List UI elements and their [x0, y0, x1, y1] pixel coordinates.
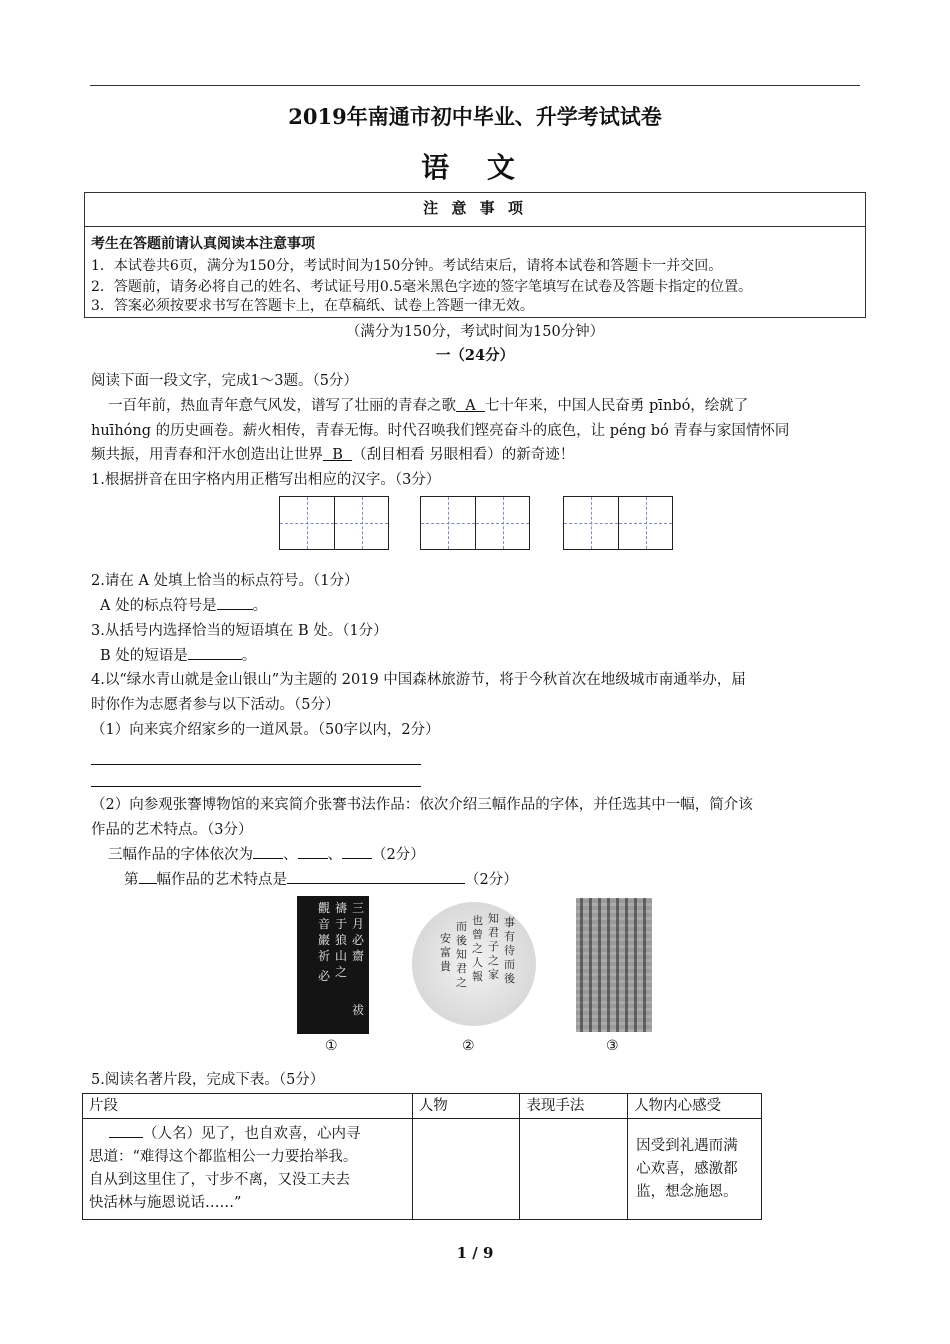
artwork-label-3: ③: [606, 1038, 619, 1054]
notice-item: 1．本试卷共6页，满分为150分，考试时间为150分钟。考试结束后，请将本试卷和答题卡一并交回。: [91, 258, 723, 274]
table-header: 片段: [83, 1094, 413, 1119]
notice-box: [84, 192, 866, 318]
question-3: 3.从括号内选择恰当的短语填在 B 处。（1分）: [91, 623, 388, 639]
question-4-1: （1）向来宾介绍家乡的一道风景。（50字以内，2分）: [91, 722, 440, 738]
fonts-label: 三幅作品的字体依次为: [108, 847, 253, 863]
writing-line[interactable]: [91, 786, 421, 787]
subject-title: 语 文: [421, 151, 529, 184]
passage-line: [108, 395, 859, 417]
mark-b: B: [323, 447, 353, 463]
question-5: 5.阅读名著片段，完成下表。（5分）: [91, 1072, 325, 1088]
fonts-answer-line: [108, 844, 859, 866]
artwork-answer-line: [124, 869, 859, 891]
notice-subheading: 考生在答题前请认真阅读本注意事项: [91, 236, 315, 252]
artwork-text: 必: [318, 969, 331, 983]
excerpt-line: 自从到这里住了，寸步不离，又没工夫去: [89, 1172, 350, 1188]
notice-item: 3．答案必须按要求书写在答题卡上，在草稿纸、试卷上答题一律无效。: [91, 298, 534, 314]
answer-label: B 处的短语是: [100, 648, 188, 664]
writing-line[interactable]: [91, 764, 421, 765]
tianzige-cell[interactable]: [564, 497, 618, 549]
excerpt-line: 快活林与施恩说话……”: [89, 1195, 242, 1211]
artwork-text: 知君子之家: [488, 912, 499, 981]
artwork-label: 第: [124, 872, 139, 888]
technique-cell[interactable]: [520, 1119, 628, 1220]
reading-table: [82, 1093, 762, 1220]
artwork-text: 觀音巖祈: [318, 901, 331, 963]
table-row: [83, 1119, 762, 1220]
answer-blank[interactable]: [217, 595, 253, 610]
question-4-2-cont: 作品的艺术特点。（3分）: [91, 822, 253, 838]
separator: 、: [283, 847, 298, 863]
artwork-text: 而後知君之: [456, 920, 467, 989]
tianzige-cell[interactable]: [618, 497, 672, 549]
calligraphy-artwork-3: [576, 898, 652, 1032]
name-blank[interactable]: [109, 1123, 143, 1138]
answer-blank[interactable]: [253, 844, 283, 859]
answer-a-line: [100, 595, 859, 617]
excerpt-line: [89, 1123, 406, 1146]
passage-line: [91, 444, 859, 466]
tianzige-cell[interactable]: [421, 497, 475, 549]
points: （2分）: [465, 872, 518, 888]
tianzige-pengbo[interactable]: [563, 496, 673, 550]
passage-text: 频共振，用青春和汗水创造出让世界: [91, 447, 323, 463]
passage-line: huīhóng 的历史画卷。薪火相传，青春无悔。时代召唤我们铿亮奋斗的底色，让 péng bó 青春与家国情怀同: [91, 423, 790, 439]
feeling-cell: [628, 1119, 762, 1220]
excerpt-cell: [83, 1119, 413, 1220]
notice-item: 2．答题前，请务必将自己的姓名、考试证号用0.5毫米黑色字迹的签字笔填写在试卷及答题卡指定的位置。: [91, 279, 753, 295]
tianzige-cell[interactable]: [280, 497, 334, 549]
score-info: （满分为150分，考试时间为150分钟）: [345, 324, 605, 340]
answer-blank[interactable]: [188, 645, 242, 660]
question-4-cont: 时你作为志愿者参与以下活动。（5分）: [91, 697, 340, 713]
question-2: 2.请在 A 处填上恰当的标点符号。（1分）: [91, 573, 359, 589]
question-4: 4.以“绿水青山就是金山银山”为主题的 2019 中国森林旅游节，将于今秋首次在地级城市南通举办，届: [91, 672, 746, 688]
answer-b-line: [100, 645, 859, 667]
excerpt-line: 思道：“难得这个都监相公一力要抬举我。: [89, 1149, 358, 1165]
answer-blank[interactable]: [287, 869, 465, 884]
artwork-text: 禱于狼山之: [335, 901, 348, 979]
reading-intro: 阅读下面一段文字，完成1～3题。（5分）: [91, 373, 358, 389]
tianzige-cell[interactable]: [334, 497, 388, 549]
artwork-text: 三月必齋: [352, 901, 365, 963]
calligraphy-artwork-2: [412, 902, 536, 1026]
answer-blank[interactable]: [139, 869, 157, 884]
character-cell[interactable]: [412, 1119, 520, 1220]
notice-divider: [85, 226, 865, 227]
notice-heading: 注 意 事 项: [423, 199, 527, 217]
separator: 、: [327, 847, 342, 863]
feeling-line: 监，想念施恩。: [636, 1183, 738, 1200]
artwork-label: 幅作品的艺术特点是: [156, 872, 287, 888]
artwork-label-2: ②: [462, 1038, 475, 1054]
passage-text: 七十年来，中国人民奋勇 pīnbó，绘就了: [484, 398, 749, 414]
feeling-line: 心欢喜，感激都: [636, 1160, 738, 1177]
table-header: 人物内心感受: [628, 1094, 762, 1119]
artwork-text: 事有待而後: [504, 916, 515, 985]
artwork-text: 安富貴: [440, 932, 451, 973]
answer-blank[interactable]: [342, 844, 372, 859]
feeling-line: 因受到礼遇而满: [636, 1137, 738, 1154]
calligraphy-artwork-1: [297, 896, 369, 1034]
tianzige-pinbo[interactable]: [279, 496, 389, 550]
artwork-label-1: ①: [325, 1038, 338, 1054]
header-rule: [90, 85, 860, 86]
answer-label: A 处的标点符号是: [100, 598, 217, 614]
table-header: 人物: [412, 1094, 520, 1119]
excerpt-text: （人名）见了，也自欢喜，心内寻: [143, 1126, 361, 1142]
section-heading: 一（24分）: [435, 347, 515, 364]
mark-a: A: [456, 398, 485, 414]
answer-end: 。: [252, 598, 268, 614]
passage-text: （刮目相看 另眼相看）的新奇迹！: [352, 447, 575, 463]
tianzige-huihong[interactable]: [420, 496, 530, 550]
passage-text: 一百年前，热血青年意气风发，谱写了壮丽的青春之歌: [108, 398, 456, 414]
artwork-text: 祓: [352, 1003, 365, 1017]
exam-title: 2019年南通市初中毕业、升学考试试卷: [288, 104, 662, 129]
page-number: 1 / 9: [456, 1244, 494, 1262]
points: （2分）: [372, 847, 425, 863]
table-header-row: [83, 1094, 762, 1119]
answer-end: 。: [241, 648, 257, 664]
question-4-2: （2）向参观张謇博物馆的来宾简介张謇书法作品：依次介绍三幅作品的字体，并任选其中一幅，简介该: [91, 797, 753, 813]
answer-blank[interactable]: [298, 844, 328, 859]
question-1: 1.根据拼音在田字格内用正楷写出相应的汉字。（3分）: [91, 472, 441, 488]
tianzige-cell[interactable]: [475, 497, 529, 549]
artwork-text: 也曾之人報: [472, 914, 483, 983]
table-header: 表现手法: [520, 1094, 628, 1119]
